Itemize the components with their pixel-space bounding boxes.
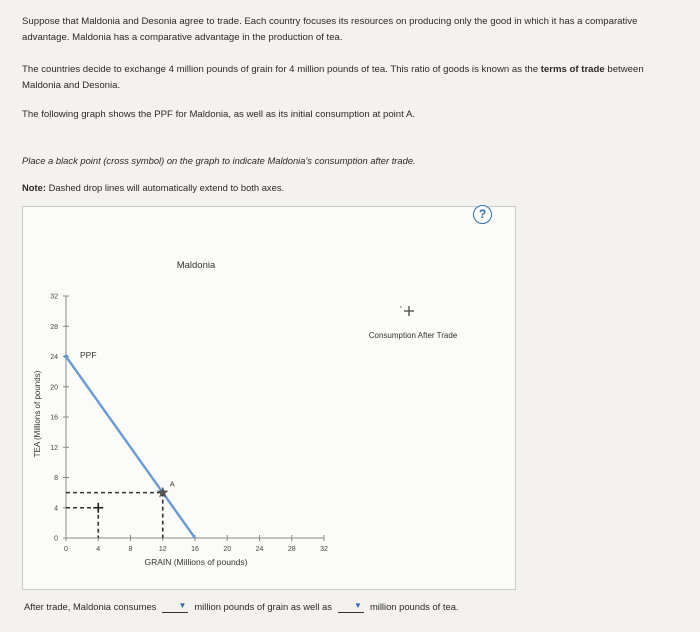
terms-text-3: Maldonia and Desonia. (22, 80, 121, 91)
answer-prefix: After trade, Maldonia consumes (24, 601, 157, 612)
x-tick-label: 24 (255, 546, 264, 553)
x-axis-label: GRAIN (Millions of pounds) (144, 557, 248, 567)
x-tick-label: 20 (223, 546, 232, 553)
legend-label: Consumption After Trade (368, 331, 458, 340)
graph-intro: The following graph shows the PPF for Maldonia, as well as its initial consumption at point A. (22, 109, 416, 120)
ppf-endpoint (64, 355, 68, 359)
intro-line-2: advantage. Maldonia has a comparative advantage in the production of tea. (22, 32, 343, 43)
x-tick-label: 8 (128, 546, 133, 553)
terms-text-1: The countries decide to exchange 4 million pounds of grain for 4 million pounds of tea. This ratio of goods is known as the (22, 64, 541, 75)
x-tick-label: 32 (320, 546, 328, 553)
y-tick-label: 12 (50, 444, 58, 452)
ppf-layer (64, 355, 195, 539)
tea-amount-dropdown[interactable] (338, 600, 364, 613)
chevron-down-icon: ▼ (178, 601, 187, 610)
note-text: Dashed drop lines will automatically extend to both axes. (45, 182, 285, 193)
point-a-label: A (169, 479, 175, 489)
ppf-line (66, 357, 195, 539)
y-tick-label: 4 (54, 505, 58, 513)
x-tick-label: 4 (96, 546, 101, 553)
help-icon[interactable]: ? (473, 205, 492, 224)
x-tick-label: 28 (287, 546, 296, 553)
answer-middle: million pounds of grain as well as (194, 601, 332, 612)
answer-sentence (24, 600, 459, 613)
x-tick-label: 0 (64, 546, 68, 553)
chevron-down-icon: ▼ (354, 601, 362, 610)
y-tick-label: 8 (54, 475, 58, 482)
chart-title: Maldonia (176, 260, 216, 271)
terms-of-trade-bold: terms of trade (540, 64, 605, 75)
y-axis-label: TEA (Millions of pounds) (33, 370, 42, 458)
note-label: Note: (22, 182, 46, 193)
y-tick-label: 20 (50, 384, 58, 392)
legend-cross-icon[interactable] (400, 306, 414, 316)
y-tick-label: 0 (54, 535, 58, 543)
x-tick-label: 16 (191, 546, 199, 553)
answer-suffix: million pounds of tea. (369, 601, 459, 612)
terms-text-2: between (604, 64, 644, 75)
y-tick-label: 32 (50, 293, 58, 301)
y-tick-label: 24 (50, 354, 58, 361)
grain-amount-dropdown[interactable] (162, 600, 188, 613)
y-tick-label: 28 (50, 323, 58, 331)
x-tick-label: 12 (158, 546, 167, 553)
ppf-label: PPF (80, 350, 97, 360)
place-point-instruction: Place a black point (cross symbol) on the graph to indicate Maldonia's consumption after trade. (22, 155, 416, 166)
y-tick-label: 16 (50, 414, 58, 422)
intro-line-1: Suppose that Maldonia and Desonia agree to trade. Each country focuses its resources on producing only the good in which it has a comparative (22, 16, 638, 27)
chart-axes (50, 294, 328, 554)
